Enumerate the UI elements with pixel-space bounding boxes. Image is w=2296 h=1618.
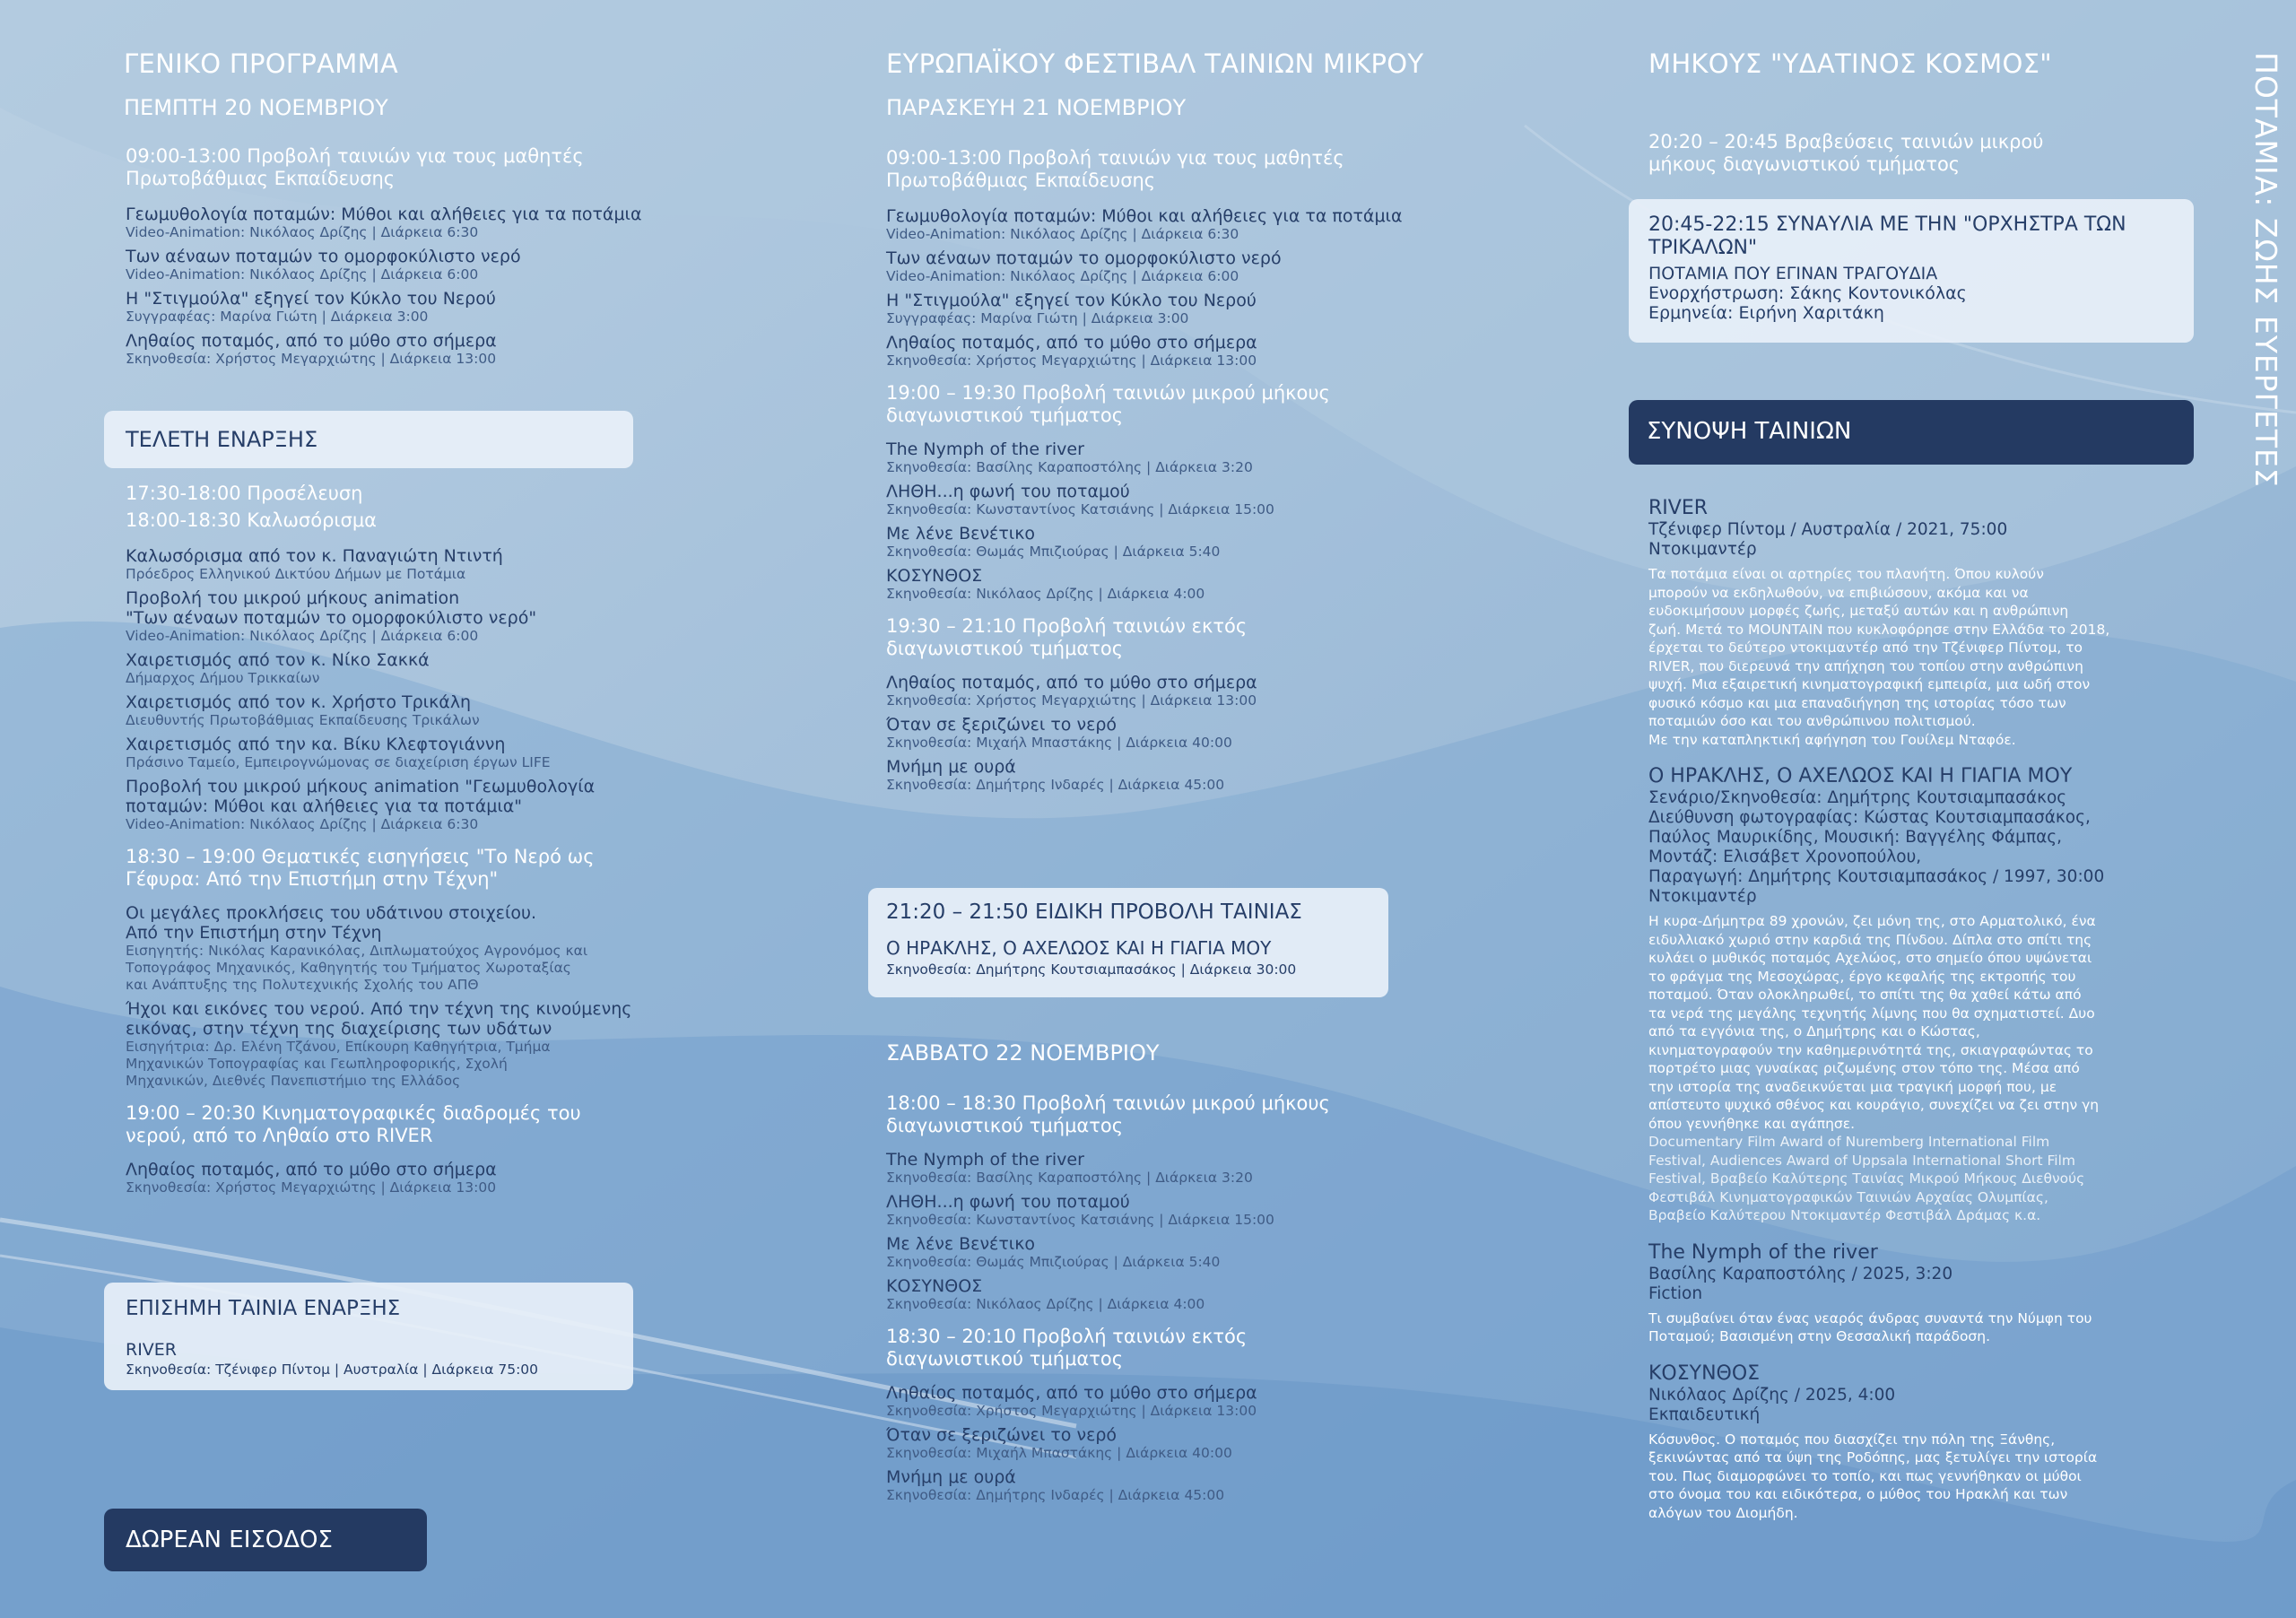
concert-title: ΠΟΤΑΜΙΑ ΠΟΥ ΕΓΙΝΑΝ ΤΡΑΓΟΥΔΙΑ	[1648, 264, 1938, 283]
speech-item	[126, 588, 664, 645]
film-title: Γεωμυθολογία ποταμών: Μύθοι και αλήθειες για τα ποτάμια	[126, 204, 642, 224]
awards-block	[1648, 131, 2151, 176]
summary-film-meta: Παύλος Μαυρικίδης, Μουσική: Βαγγέλης Φάμπας,	[1648, 828, 2063, 847]
summary-award-line: Festival, Βραβείο Καλύτερης Ταινίας Μικρού Μήκους Διεθνούς	[1648, 1170, 2085, 1187]
session-time: 09:00-13:00 Προβολή ταινιών για τους μαθητές	[126, 145, 584, 167]
film-credit: Σκηνοθεσία: Χρήστος Μεγαρχιώτης | Διάρκεια 13:00	[126, 351, 497, 367]
day-thursday: ΠΕΜΠΤΗ 20 ΝΟΕΜΒΡΙΟΥ	[124, 95, 388, 120]
talks-time-cont: Γέφυρα: Από την Επιστήμη στην Τέχνη"	[126, 868, 499, 890]
speech-item	[126, 777, 664, 833]
film-credit: Σκηνοθεσία: Βασίλης Καραποστόλης | Διάρκεια 3:20	[886, 1170, 1253, 1186]
summary-film-genre: Fiction	[1648, 1283, 1703, 1303]
film-credit: Σκηνοθεσία: Χρήστος Μεγαρχιώτης | Διάρκεια 13:00	[886, 692, 1257, 709]
film-credit: Video-Animation: Νικόλαος Δρίζης | Διάρκεια 6:30	[886, 226, 1239, 242]
talk-credit: Εισηγητής: Νικόλας Καρανικόλας, Διπλωματούχος Αγρονόμος και	[126, 943, 588, 959]
talk-line: Από την Επιστήμη στην Τέχνη	[126, 923, 382, 943]
concert-head-line: 20:45-22:15 ΣΥΝΑΥΛΙΑ ΜΕ ΤΗΝ "ΟΡΧΗΣΤΡΑ ΤΩΝ	[1648, 213, 2126, 236]
talks-time: 18:30 – 19:00 Θεματικές εισηγήσεις "Το Νερό ως	[126, 846, 595, 867]
summary-film-title: Ο ΗΡΑΚΛΗΣ, Ο ΑΧΕΛΩΟΣ ΚΑΙ Η ΓΙΑΓΙΑ ΜΟΥ	[1648, 765, 2073, 787]
summary-label: ΣΥΝΟΨΗ ΤΑΙΝΙΩΝ	[1647, 418, 1852, 445]
summary-text-line: του. Πως διαμορφώνει το τοπίο, και πως γεννήθηκαν οι μύθοι	[1648, 1467, 2082, 1484]
film-credit: Σκηνοθεσία: Χρήστος Μεγαρχιώτης | Διάρκεια 13:00	[886, 1403, 1257, 1419]
film-title: Των αέναων ποταμών το ομορφοκύλιστο νερό	[886, 248, 1282, 268]
summary-award-line: Φεστιβάλ Κινηματογραφικών Ταινιών Αρχαίας Ολυμπίας,	[1648, 1188, 2048, 1205]
summary-film-meta: Διεύθυνση φωτογραφίας: Κώστας Κουτσιαμπασάκος,	[1648, 808, 2091, 827]
speech-line: ποταμών: Μύθοι και αλήθειες για τα ποτάμια"	[126, 796, 523, 816]
saturday-sessions	[886, 1092, 1442, 1504]
summary-header-box	[1629, 400, 2194, 465]
summary-text-line: πορτρέτο μιας γυναίκας ριζωμένης στον τόπο της. Μέσα από	[1648, 1060, 2080, 1076]
official-film-credit: Σκηνοθεσία: Τζένιφερ Πίντομ | Αυστραλία | Διάρκεια 75:00	[126, 1361, 539, 1378]
film-title: ΚΟΣΥΝΘΟΣ	[886, 566, 983, 586]
film-credit: Σκηνοθεσία: Κωνσταντίνος Κατσιάνης | Διάρκεια 15:00	[886, 1212, 1274, 1228]
film-title: Των αέναων ποταμών το ομορφοκύλιστο νερό	[126, 247, 521, 266]
speech-line: Χαιρετισμός από τον κ. Χρήστο Τρικάλη	[126, 692, 472, 712]
concert-performer: Ερμηνεία: Ειρήνη Χαριτάκη	[1648, 303, 1884, 323]
awards-time: 20:20 – 20:45 Βραβεύσεις ταινιών μικρού	[1648, 131, 2044, 152]
day-saturday: ΣΑΒΒΑΤΟ 22 ΝΟΕΜΒΡΙΟΥ	[886, 1040, 1160, 1066]
film-title: ΚΟΣΥΝΘΟΣ	[886, 1276, 983, 1296]
film-summaries	[1648, 497, 2187, 1522]
summary-award-line: Documentary Film Award of Nuremberg International Film	[1648, 1134, 2050, 1150]
film-credit: Σκηνοθεσία: Δημήτρης Ινδαρές | Διάρκεια 45:00	[886, 1487, 1225, 1503]
official-film-title: RIVER	[126, 1340, 178, 1360]
side-title: ΠΟΤΑΜΙΑ: ΖΩΗΣ ΕΥΕΡΓΕΤΕΣ	[2248, 52, 2283, 488]
summary-text-line: κινηματογραφούν την καθημερινότητά της, σκιαγραφώντας το	[1648, 1041, 2093, 1058]
talk-credit: Τοπογράφος Μηχανικός, Καθηγητής του Τμήματος Χωροταξίας	[126, 960, 571, 976]
film-title: Με λένε Βενέτικο	[886, 524, 1036, 544]
film-credit: Σκηνοθεσία: Θωμάς Μπιζιούρας | Διάρκεια 5:40	[886, 544, 1221, 560]
film-credit: Σκηνοθεσία: Μιχαήλ Μπαστάκης | Διάρκεια 40:00	[886, 735, 1232, 751]
summary-text-line: από τα εγγόνια της, ο Δημήτρης και ο Κώστας,	[1648, 1023, 1980, 1040]
summary-film-title: RIVER	[1648, 497, 1709, 519]
official-film-label: ΕΠΙΣΗΜΗ ΤΑΙΝΙΑ ΕΝΑΡΞΗΣ	[126, 1297, 401, 1320]
summary-text-line: κυλάει ο μυθικός ποταμός Αχελώος, στο σημείο όπου υψώνεται	[1648, 950, 2092, 966]
film-credit: Video-Animation: Νικόλαος Δρίζης | Διάρκεια 6:00	[886, 268, 1239, 284]
film-credit: Σκηνοθεσία: Βασίλης Καραποστόλης | Διάρκεια 3:20	[886, 459, 1253, 475]
summary-text-line: στο όνομα του και ειδικότερα, ο μύθος του Ηρακλή και των	[1648, 1486, 2068, 1502]
film-credit: Συγγραφέας: Μαρίνα Γιώτη | Διάρκεια 3:00	[886, 310, 1189, 326]
speech-role: Διευθυντής Πρωτοβάθμιας Εκπαίδευσης Τρικάλων	[126, 712, 480, 728]
summary-text-line: αλόγων του Διομήδη.	[1648, 1504, 1798, 1521]
talk-credit: Εισηγήτρια: Δρ. Ελένη Τζάνου, Επίκουρη Καθηγήτρια, Τμήμα	[126, 1039, 551, 1055]
film-title: Ληθαίος ποταμός, από το μύθο στο σήμερα	[886, 1383, 1257, 1403]
summary-film-title: The Nymph of the river	[1648, 1240, 1878, 1264]
summary-film-meta: Τζένιφερ Πίντομ / Αυστραλία / 2021, 75:00	[1648, 520, 2008, 539]
speech-line: Προβολή του μικρού μήκους animation "Γεωμυθολογία	[126, 777, 596, 796]
speech-line: Καλωσόρισμα από τον κ. Παναγιώτη Ντιντή	[126, 546, 503, 566]
speech-role: Πρόεδρος Ελληνικού Δικτύου Δήμων με Ποτάμια	[126, 566, 466, 582]
film-title: Ληθαίος ποταμός, από το μύθο στο σήμερα	[126, 331, 497, 351]
film-title: Ληθαίος ποταμός, από το μύθο στο σήμερα	[886, 673, 1257, 692]
routes-time-cont: νερού, από το Ληθαίο στο RIVER	[126, 1125, 433, 1146]
talk-line: εικόνας, στην τέχνη της διαχείρισης των υδάτων	[126, 1019, 552, 1039]
opening-program	[126, 483, 664, 1196]
film-credit: Σκηνοθεσία: Θωμάς Μπιζιούρας | Διάρκεια 5:40	[886, 1254, 1221, 1270]
speech-role: Πράσινο Ταμείο, Εμπειρογνώμονας σε διαχείριση έργων LIFE	[126, 754, 551, 770]
film-credit: Σκηνοθεσία: Κωνσταντίνος Κατσιάνης | Διάρκεια 15:00	[886, 501, 1274, 518]
session-time: 09:00-13:00 Προβολή ταινιών για τους μαθητές	[886, 147, 1344, 169]
session-time: 19:30 – 21:10 Προβολή ταινιών εκτός	[886, 615, 1248, 637]
heading-part1: ΓΕΝΙΚΟ ΠΡΟΓΡΑΜΜΑ	[124, 48, 399, 79]
summary-text-line: Η κυρα-Δήμητρα 89 χρονών, ζει μόνη της, στο Αρματολικό, ένα	[1648, 913, 2096, 929]
summary-text-line: Κόσυνθος. Ο ποταμός που διασχίζει την πόλη της Ξάνθης,	[1648, 1431, 2056, 1448]
concert-head-line: ΤΡΙΚΑΛΩΝ"	[1648, 237, 1758, 259]
film-credit: Σκηνοθεσία: Μιχαήλ Μπαστάκης | Διάρκεια 40:00	[886, 1445, 1232, 1461]
special-film-credit: Σκηνοθεσία: Δημήτρης Κουτσιαμπασάκος | Διάρκεια 30:00	[886, 961, 1297, 978]
summary-film-genre: Ντοκιμαντέρ	[1648, 540, 1757, 559]
special-screening-label: 21:20 – 21:50 ΕΙΔΙΚΗ ΠΡΟΒΟΛΗ ΤΑΙΝΙΑΣ	[886, 900, 1302, 924]
speech-item	[126, 546, 664, 583]
summary-text-line: Με την καταπληκτική αφήγηση του Γουίλεμ Νταφόε.	[1648, 731, 2016, 748]
film-credit: Συγγραφέας: Μαρίνα Γιώτη | Διάρκεια 3:00	[126, 309, 429, 325]
summary-film-genre: Εκπαιδευτική	[1648, 1405, 1761, 1424]
summary-text-line: το φράγμα της Μεσοχώρας, έργο κεφαλής της εκτροπής του	[1648, 968, 2076, 985]
heading-part2: ΕΥΡΩΠΑΪΚΟΥ ΦΕΣΤΙΒΑΛ ΤΑΙΝΙΩΝ ΜΙΚΡΟΥ	[886, 48, 1424, 79]
summary-award-line: Festival, Audiences Award of Uppsala International Short Film	[1648, 1152, 2075, 1169]
session-time-cont: διαγωνιστικού τμήματος	[886, 1115, 1124, 1136]
summary-text-line: τα νερά της μεγάλης τεχνητής λίμνης που θα σχηματιστεί. Δυο	[1648, 1005, 2095, 1022]
summary-text-line: ειδυλλιακό χωριό στην καρδιά της Πίνδου. Δίπλα στο σπίτι της	[1648, 931, 2092, 948]
summary-film-meta: Σενάριο/Σκηνοθεσία: Δημήτρης Κουτσιαμπασάκος	[1648, 788, 2067, 807]
session-time: 19:00 – 19:30 Προβολή ταινιών μικρού μήκους	[886, 382, 1330, 404]
concert-details	[1648, 264, 1967, 323]
opening-ceremony-label: ΤΕΛΕΤΗ ΕΝΑΡΞΗΣ	[126, 427, 318, 452]
special-screening-box	[868, 888, 1388, 997]
film-title: The Nymph of the river	[886, 439, 1084, 459]
concert-head	[1648, 213, 2126, 260]
talk-line: Ήχοι και εικόνες του νερού. Από την τέχνη της κινούμενης	[126, 999, 632, 1019]
session-time-cont: διαγωνιστικού τμήματος	[886, 1348, 1124, 1370]
summary-film-title: ΚΟΣΥΝΘΟΣ	[1648, 1361, 1761, 1385]
session-time: 18:30 – 20:10 Προβολή ταινιών εκτός	[886, 1326, 1248, 1347]
summary-text-line: την ιστορία της αναδεικνύεται μια τραγική μορφή που, με	[1648, 1078, 2057, 1095]
summary-film-meta: Παραγωγή: Δημήτρης Κουτσιαμπασάκος / 1997, 30:00	[1648, 867, 2105, 886]
free-entry-label: ΔΩΡΕΑΝ ΕΙΣΟΔΟΣ	[126, 1527, 333, 1553]
film-credit: Σκηνοθεσία: Χρήστος Μεγαρχιώτης | Διάρκεια 13:00	[886, 352, 1257, 369]
film-title: Όταν σε ξεριζώνει το νερό	[886, 715, 1118, 735]
summary-nymph	[1648, 1241, 2187, 1346]
film-credit: Video-Animation: Νικόλαος Δρίζης | Διάρκεια 6:00	[126, 266, 479, 283]
film-title: Ληθαίος ποταμός, από το μύθο στο σήμερα	[126, 1160, 497, 1179]
summary-film-meta: Βασίλης Καραποστόλης / 2025, 3:20	[1648, 1264, 1953, 1283]
summary-text-line: Τα ποτάμια είναι οι αρτηρίες του πλανήτη. Όπου κυλούν	[1648, 566, 2044, 582]
summary-text-line: όπου γεννήθηκε και αγάπησε.	[1648, 1115, 1856, 1132]
talk-item	[126, 999, 664, 1090]
day-friday: ΠΑΡΑΣΚΕΥΗ 21 ΝΟΕΜΒΡΙΟΥ	[886, 95, 1187, 120]
session-morning	[126, 145, 664, 368]
film-title: ΛΗΘΗ...η φωνή του ποταμού	[886, 1192, 1130, 1212]
speech-role: Video-Animation: Νικόλαος Δρίζης | Διάρκεια 6:00	[126, 628, 479, 644]
official-film-box	[104, 1283, 633, 1390]
summary-film-genre: Ντοκιμαντέρ	[1648, 887, 1757, 906]
film-title: Ληθαίος ποταμός, από το μύθο στο σήμερα	[886, 333, 1257, 352]
heading-part3: ΜΗΚΟΥΣ "ΥΔΑΤΙΝΟΣ ΚΟΣΜΟΣ"	[1648, 48, 2052, 79]
film-credit: Σκηνοθεσία: Χρήστος Μεγαρχιώτης | Διάρκεια 13:00	[126, 1179, 497, 1196]
film-title: Με λένε Βενέτικο	[886, 1234, 1036, 1254]
summary-text-line: ποταμιών όσο και του ανθρώπινου πολιτισμού.	[1648, 713, 1976, 729]
opening-ceremony-box	[104, 411, 633, 468]
summary-text-line: μπορούν να εκδηλωθούν, να επιβιώσουν, ακόμα και να	[1648, 584, 2029, 601]
speech-role: Video-Animation: Νικόλαος Δρίζης | Διάρκεια 6:30	[126, 816, 479, 832]
concert-orchestration: Ενορχήστρωση: Σάκης Κοντονικόλας	[1648, 283, 1967, 303]
summary-text-line: ξεκινώντας από τα ύψη της Ροδόπης, μας ξετυλίγει την ιστορία	[1648, 1449, 2098, 1466]
summary-text-line: Τι συμβαίνει όταν ένας νεαρός άνδρας συναντά την Νύμφη του	[1648, 1309, 2092, 1327]
talk-credit: Μηχανικών, Διεθνές Πανεπιστήμιο της Ελλάδος	[126, 1073, 461, 1089]
talk-credit: Μηχανικών Τοπογραφίας και Γεωπληροφορικής, Σχολή	[126, 1056, 508, 1072]
routes-time: 19:00 – 20:30 Κινηματογραφικές διαδρομές του	[126, 1102, 581, 1124]
film-title: Η "Στιγμούλα" εξηγεί τον Κύκλο του Νερού	[886, 291, 1257, 310]
session-time-cont: Πρωτοβάθμιας Εκπαίδευσης	[886, 170, 1156, 191]
speech-line: "Των αέναων ποταμών το ομορφοκύλιστο νερό"	[126, 608, 537, 628]
film-title: ΛΗΘΗ...η φωνή του ποταμού	[886, 482, 1130, 501]
arrival-time: 17:30-18:00 Προσέλευση	[126, 483, 363, 504]
awards-time-cont: μήκους διαγωνιστικού τμήματος	[1648, 153, 1961, 175]
film-title: The Nymph of the river	[886, 1150, 1084, 1170]
summary-film-meta: Νικόλαος Δρίζης / 2025, 4:00	[1648, 1385, 1896, 1405]
speech-item	[126, 692, 664, 729]
film-title: Μνήμη με ουρά	[886, 757, 1016, 777]
film-title: Η "Στιγμούλα" εξηγεί τον Κύκλο του Νερού	[126, 289, 496, 309]
speech-line: Χαιρετισμός από την κα. Βίκυ Κλεφτογιάννη	[126, 735, 506, 754]
film-title: Γεωμυθολογία ποταμών: Μύθοι και αλήθειες για τα ποτάμια	[886, 206, 1403, 226]
talk-item	[126, 903, 664, 994]
summary-text-line: Ποταμού; Βασισμένη στην Θεσσαλική παράδοση.	[1648, 1328, 1990, 1344]
film-credit: Video-Animation: Νικόλαος Δρίζης | Διάρκεια 6:30	[126, 224, 479, 240]
film-title: Μνήμη με ουρά	[886, 1467, 1016, 1487]
summary-text-line: έρχεται το δεύτερο ντοκιμαντέρ από την Τζένιφερ Πίντομ, το	[1648, 639, 2083, 656]
film-title: Όταν σε ξεριζώνει το νερό	[886, 1425, 1118, 1445]
summary-kosynthos	[1648, 1362, 2187, 1523]
concert-box	[1629, 199, 2194, 343]
welcome-time: 18:00-18:30 Καλωσόρισμα	[126, 509, 378, 531]
free-entry-box	[104, 1509, 427, 1571]
summary-text-line: ποταμού. Όταν ολοκληρωθεί, το σπίτι της θα χαθεί κάτω από	[1648, 987, 2082, 1003]
summary-river	[1648, 497, 2187, 749]
speech-item	[126, 650, 664, 687]
summary-text-line: φυσικό κόσμο και μια επαναδιήγηση της ιστορίας τόσο των	[1648, 694, 2066, 711]
session-time-cont: Πρωτοβάθμιας Εκπαίδευσης	[126, 168, 396, 189]
summary-text-line: ευδοκιμήσουν μορφές ζωής, μεταξύ αυτών και η ανθρώπινη	[1648, 603, 2069, 619]
summary-hercules	[1648, 765, 2187, 1225]
talk-line: Οι μεγάλες προκλήσεις του υδάτινου στοιχείου.	[126, 903, 537, 923]
summary-film-meta: Μοντάζ: Ελισάβετ Χρονοπούλου,	[1648, 848, 1922, 866]
speech-line: Προβολή του μικρού μήκους animation	[126, 588, 460, 608]
summary-text-line: RIVER, που διερευνά την απήχηση του τοπίου στην ανθρώπινη	[1648, 657, 2083, 674]
film-credit: Σκηνοθεσία: Νικόλαος Δρίζης | Διάρκεια 4:00	[886, 1296, 1205, 1312]
speech-role: Δήμαρχος Δήμου Τρικκαίων	[126, 670, 320, 686]
session-time: 18:00 – 18:30 Προβολή ταινιών μικρού μήκους	[886, 1092, 1330, 1114]
summary-text-line: ψυχή. Μια εξαιρετική κινηματογραφική εμπειρία, μια ωδή στον	[1648, 676, 2091, 692]
friday-sessions	[886, 147, 1442, 794]
session-time-cont: διαγωνιστικού τμήματος	[886, 638, 1124, 659]
special-film-title: Ο ΗΡΑΚΛΗΣ, Ο ΑΧΕΛΩΟΣ ΚΑΙ Η ΓΙΑΓΙΑ ΜΟΥ	[886, 937, 1272, 959]
talk-credit: και Ανάπτυξης της Πολυτεχνικής Σχολής του ΑΠΘ	[126, 977, 479, 993]
summary-award-line: Βραβείο Καλύτερου Ντοκιμαντέρ Φεστιβάλ Δράμας κ.α.	[1648, 1207, 2041, 1223]
film-credit: Σκηνοθεσία: Δημήτρης Ινδαρές | Διάρκεια 45:00	[886, 777, 1225, 793]
summary-text-line: ζωή. Μετά το MOUNTAIN που κυκλοφόρησε στην Ελλάδα το 2018,	[1648, 621, 2110, 638]
session-time-cont: διαγωνιστικού τμήματος	[886, 404, 1124, 426]
film-credit: Σκηνοθεσία: Νικόλαος Δρίζης | Διάρκεια 4:00	[886, 586, 1205, 602]
speech-line: Χαιρετισμός από τον κ. Νίκο Σακκά	[126, 650, 430, 670]
speech-item	[126, 735, 664, 771]
summary-text-line: απίστευτο ψυχικό σθένος και κουράγιο, συνεχίζει να ζει στην γη	[1648, 1097, 2100, 1113]
